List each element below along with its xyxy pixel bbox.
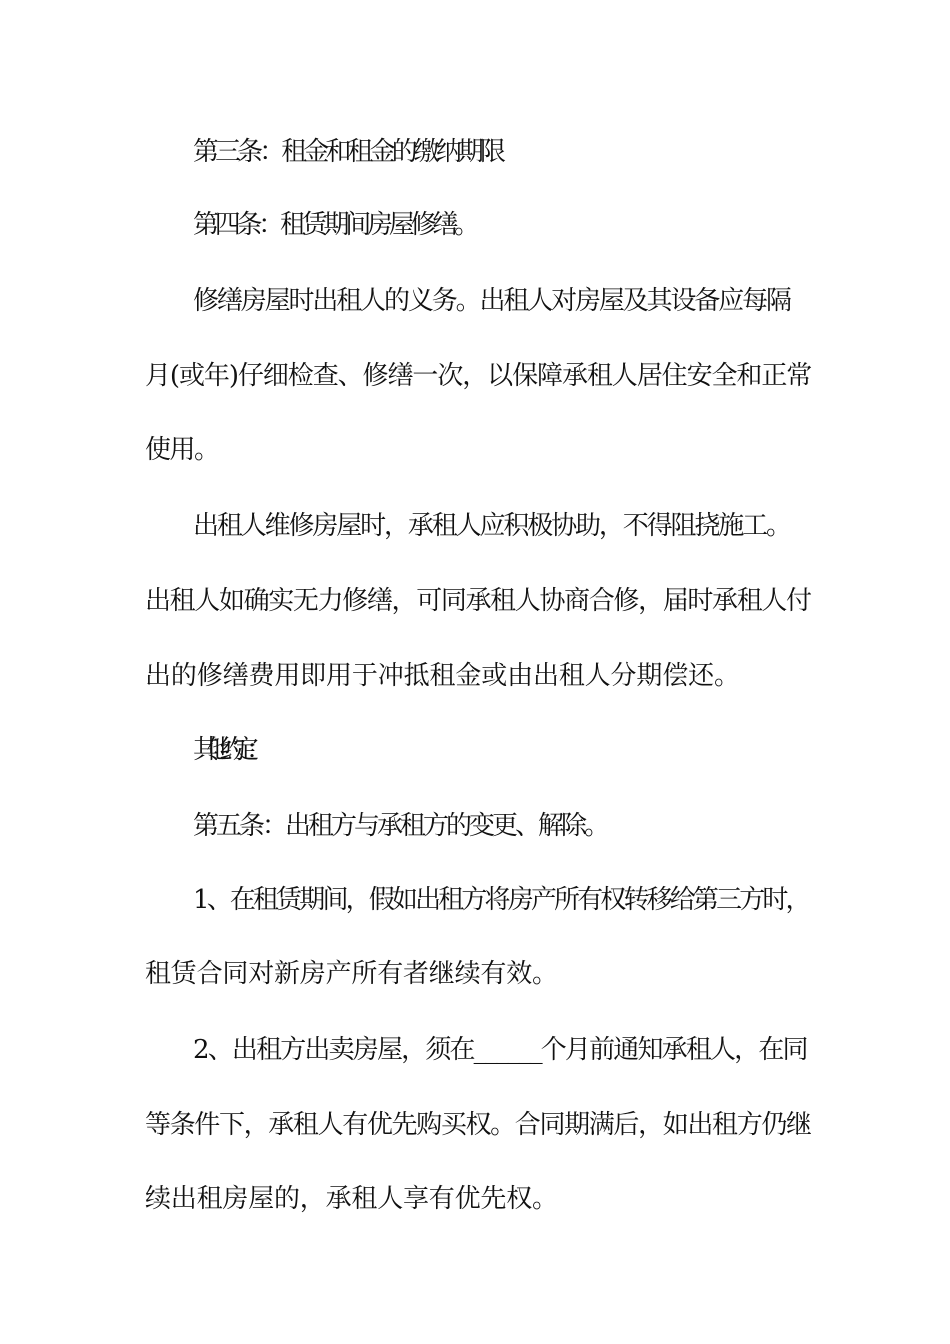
clause-2-line: 等条件下，承租人有优先购买权。合同期满后，如出租方仍继 xyxy=(145,1110,811,1140)
paragraph-line: 出租人维修房屋时，承租人应积极协助，不得阻挠施工。 xyxy=(193,511,790,541)
clause-1-line: 租赁合同对新房产所有者继续有效。 xyxy=(145,959,558,989)
article-3-heading: 第三条：租金和租金的缴纳期限 xyxy=(193,137,503,167)
paragraph-line: 使用。 xyxy=(145,435,219,465)
clause-1-line: 1、在租赁期间，假如出租方将房产所有权转移给第三方时， xyxy=(193,885,809,915)
clause-2-line: 2、出租方出卖房屋，须在______个月前通知承租人，在同 xyxy=(193,1035,807,1065)
paragraph-line: 月(或年)仔细检查、修缮一次，以保障承租人居住安全和正常 xyxy=(145,361,812,391)
other-agreement-label: 其他约定： xyxy=(193,735,260,765)
paragraph-line: 出租人如确实无力修缮，可同承租人协商合修，届时承租人付 xyxy=(145,586,811,616)
article-4-heading: 第四条：租赁期间房屋修缮。 xyxy=(193,210,476,240)
paragraph-line: 修缮房屋时出租人的义务。出租人对房屋及其设备应每隔 xyxy=(193,286,790,316)
paragraph-line: 出的修缮费用即用于冲抵租金或由出租人分期偿还。 xyxy=(145,661,740,691)
clause-2-line: 续出租房屋的，承租人享有优先权。 xyxy=(145,1184,558,1214)
article-5-heading: 第五条：出租方与承租方的变更、解除。 xyxy=(193,811,608,841)
